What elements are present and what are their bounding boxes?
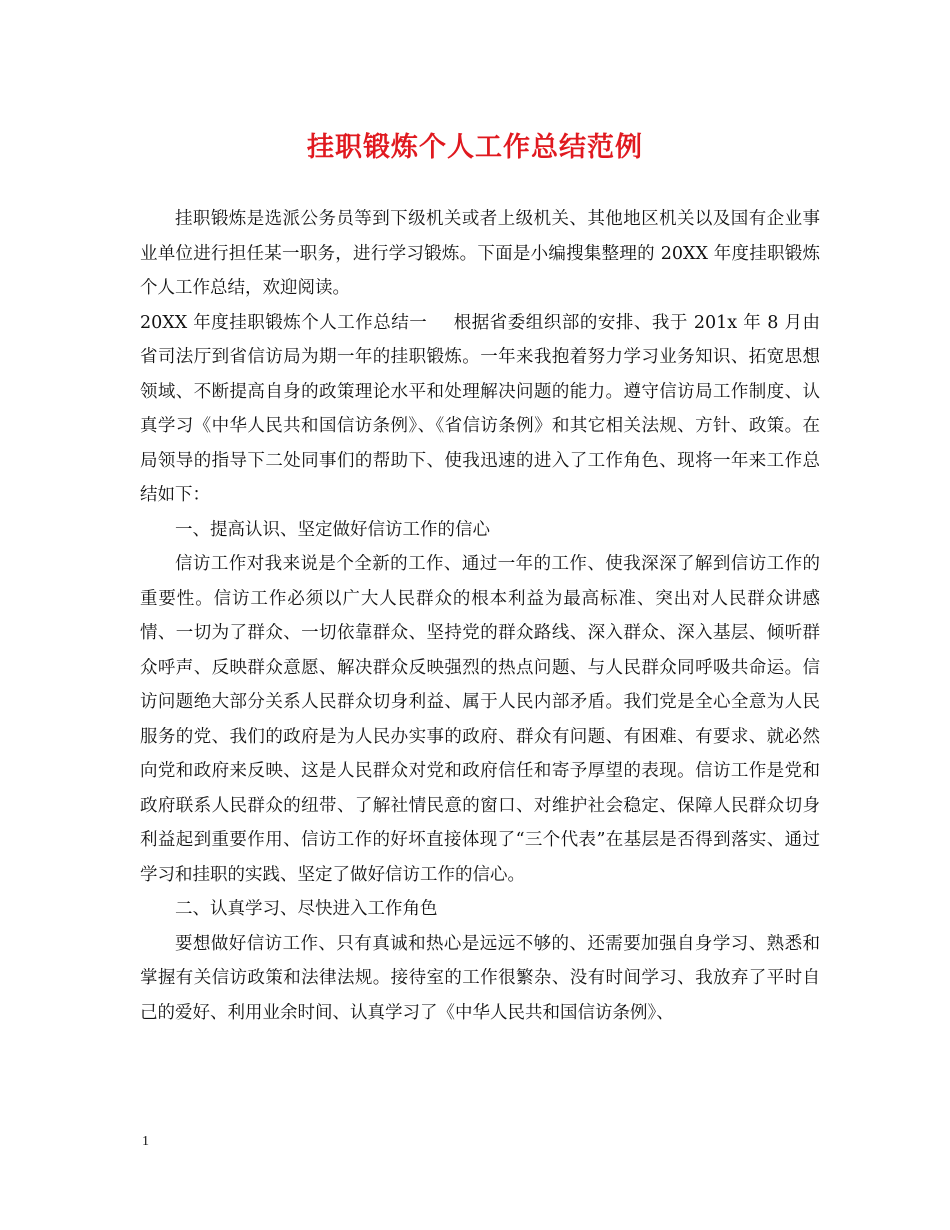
summary-one-text: 根据省委组织部的安排、我于 201x 年 8 月由省司法厅到省信访局为期一年的挂职锻炼。一年来我抱着努力学习业务知识、拓宽思想领域、不断提高自身的政策理论水平和处理解决问题的能力。遵守信访局工作制度、认真学习《中华人民共和国信访条例》、《省信访条例》和其它相关法规、方针、政策。在局领导的指导下二处同事们的帮助下、使我迅速的进入了工作角色、现将一年来工作总结如下： [140,312,821,505]
document-title: 挂职锻炼个人工作总结范例 [307,132,643,163]
document-body [140,202,820,1030]
section-two-heading: 二、认真学习、尽快进入工作角色 [175,899,438,919]
section-one-paragraph: 信访工作对我来说是个全新的工作、通过一年的工作、使我深深了解到信访工作的重要性。信访工作必须以广大人民群众的根本利益为最高标准、突出对人民群众讲感情、一切为了群众、一切依靠群众、坚持党的群众路线、深入群众、深入基层、倾听群众呼声、反映群众意愿、解决群众反映强烈的热点问题、与人民群众同呼吸共命运。信访问题绝大部分关系人民群众切身利益、属于人民内部矛盾。我们党是全心全意为人民服务的党、我们的政府是为人民办实事的政府、群众有问题、有困难、有要求、就必然向党和政府来反映、这是人民群众对党和政府信任和寄予厚望的表现。信访工作是党和政府联系人民群众的纽带、了解社情民意的窗口、对维护社会稳定、保障人民群众切身利益起到重要作用、信访工作的好坏直接体现了“三个代表”在基层是否得到落实、通过学习和挂职的实践、坚定了做好信访工作的信心。 [140,554,820,885]
summary-one-heading: 20XX 年度挂职锻炼个人工作总结一 [140,312,428,333]
summary-one-paragraph [140,306,820,513]
page-number: 1 [142,1134,149,1149]
intro-paragraph: 挂职锻炼是选派公务员等到下级机关或者上级机关、其他地区机关以及国有企业事业单位进行担任某一职务，进行学习锻炼。下面是小编搜集整理的 20XX 年度挂职锻炼个人工作总结，欢迎阅读。 [140,209,820,298]
section-two-paragraph: 要想做好信访工作、只有真诚和热心是远远不够的、还需要加强自身学习、熟悉和掌握有关信访政策和法律法规。接待室的工作很繁杂、没有时间学习、我放弃了平时自己的爱好、利用业余时间、认真学习了《中华人民共和国信访条例》、 [140,933,820,1023]
section-one-heading: 一、提高认识、坚定做好信访工作的信心 [175,519,490,540]
